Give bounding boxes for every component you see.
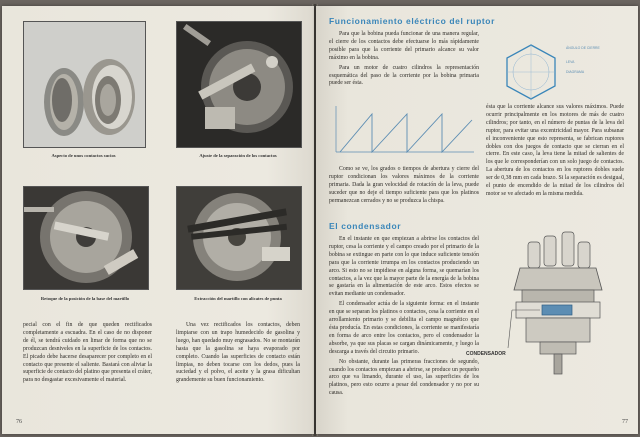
page-number-left: 76 bbox=[16, 419, 22, 425]
photo-hammer-extraction bbox=[176, 186, 302, 290]
condenser-text bbox=[329, 236, 479, 400]
photo-contact-gap-adjustment bbox=[176, 21, 302, 148]
caption-photo3: Retoque de la posición de la base del martillo bbox=[40, 296, 130, 301]
ruptor-paragraph-3: Como se ve, los grados o tiempos de abertura y cierre del ruptor condicionan los valores máximos de la corriente primaria. Dada la gran velocidad de rotación de la leva, puede suceder que no deje el tiempo suficiente para que los platinos permanezcan cerrados y no se produzca la chispa. bbox=[329, 166, 479, 204]
caption-photo2: Ajuste de la separación de los contactos bbox=[199, 153, 277, 158]
title-condenser: El condensador bbox=[329, 221, 402, 231]
ruptor-intro-text bbox=[329, 31, 479, 90]
title-ruptor-function: Funcionamiento eléctrico del ruptor bbox=[329, 16, 495, 26]
ruptor-paragraph-1: Para que la bobina pueda funcionar de una manera regular, el cierre de los contactos debe efectuarse lo más rápidamente posible para que la corriente del primario alcance su valor máximo en la bobina. bbox=[329, 31, 479, 61]
condenser-illustration bbox=[502, 228, 614, 378]
photo-hammer-base bbox=[23, 186, 149, 290]
cam-hexagon-diagram bbox=[501, 42, 561, 102]
condenser-paragraph-3: No obstante, durante las primeras fracciones de segundo, cuando los contactos empiezan a abrirse, se produce un pequeño arco que va limando, durante el uso, las superficies de los platinos, pero esto ocurre a pesar del condensador y no por su causa. bbox=[329, 358, 479, 397]
ruptor-continuation-text bbox=[329, 166, 479, 208]
page-number-right: 77 bbox=[622, 419, 628, 425]
photo-dirty-contacts bbox=[23, 21, 146, 148]
left-col1-paragraph: pecial con el fin de que queden rectificados completamente a escuadra. En el caso de no disponer de él, se tendrá cuidado en limar de forma que no se produzcan desniveles en la superficie de los contactos. El picado debe hacerse desaparecer por completo en el contacto que presente el saliente. Bastará con aliviar la superficie de contacto del platino que presenta el cráter, para no desgastar excesivamente el material. bbox=[23, 322, 153, 384]
current-waveform-diagram bbox=[332, 102, 478, 160]
diagram-label-diagram: DIAGRAMA bbox=[566, 70, 585, 74]
condenser-paragraph-2: El condensador actúa de la siguiente forma: en el instante en que se separan los platinos o contactos, cesa la corriente en el arrollamiento primario y se debilita el campo magnético que ésta producía. En estas condiciones, la corriente se manifestaría en forma de arco entre los contactos, pero el condensador la absorbe, ya que sus placas se cargan dinámicamente, y luego la descarga a través del circuito primario. bbox=[329, 301, 479, 355]
condenser-label: CONDENSADOR bbox=[466, 351, 506, 357]
right-page bbox=[316, 6, 638, 434]
diagram-label-closing-angle: ÁNGULO DE CIERRE bbox=[566, 46, 600, 50]
ruptor-paragraph-2: Para un motor de cuatro cilindros la representación esquemática del paso de la corriente por la bobina primaria puede ser ésta. bbox=[329, 64, 479, 87]
ruptor-right-paragraph: ésta que la corriente alcance sus valores máximos. Puede ocurrir principalmente en los motores de más de cuatro cilindros; por tanto, en el número de puntas de la leva del ruptor, para evitar una excentricidad mayor. Para subsanar el inconveniente que esto representa, se fabrican ruptores dobles con dos juegos de contacto que se cierran en el cierre. En este caso, la leva tiene la mitad de salientes de los que le corresponderían con un solo juego de contactos. La abertura de los contactos en los ruptores dobles suele ser de 0,38 mm en cada brazo. Si la separación es desigual, el punto de encendido de la mitad de los cilindros del motor se ve afectado en la misma medida. bbox=[486, 104, 624, 197]
condenser-paragraph-1: En el instante en que empiezan a abrirse los contactos del ruptor, cesa la corriente y el campo creado por el primario de la bobina se extingue en parte con lo que induce suficiente tensión para que la corriente irrumpa en los contactos produciendo un arco. Si esto no se impidiese en alguna forma, se quemarían los contactos, a la vez que la mayor parte de la energía de la bobina se gastaría en la alimentación de este arco. Estos efectos se evitan mediante un condensador. bbox=[329, 236, 479, 298]
left-col2-paragraph: Una vez rectificados los contactos, deben limpiarse con un trapo humedecido de gasolina y luego, han quedado muy engrasados. No se montarán hasta que la gasolina se haya evaporado por completo. Cuando las superficies de contacto están limpias, no deben tocarse con los dedos, pues la suciedad y el polvo, el aceite y la grasa dificultan grandemente su buen funcionamiento. bbox=[176, 322, 300, 384]
caption-photo4: Extracción del martillo con alicates de punta bbox=[194, 296, 282, 301]
diagram-label-cam: LEVA bbox=[566, 60, 575, 64]
right-column-text bbox=[176, 322, 300, 387]
left-column-text bbox=[23, 322, 152, 387]
caption-photo1: Aspecto de unos contactos sucios bbox=[51, 153, 116, 158]
left-page bbox=[2, 6, 314, 434]
ruptor-right-column-text bbox=[486, 104, 624, 201]
